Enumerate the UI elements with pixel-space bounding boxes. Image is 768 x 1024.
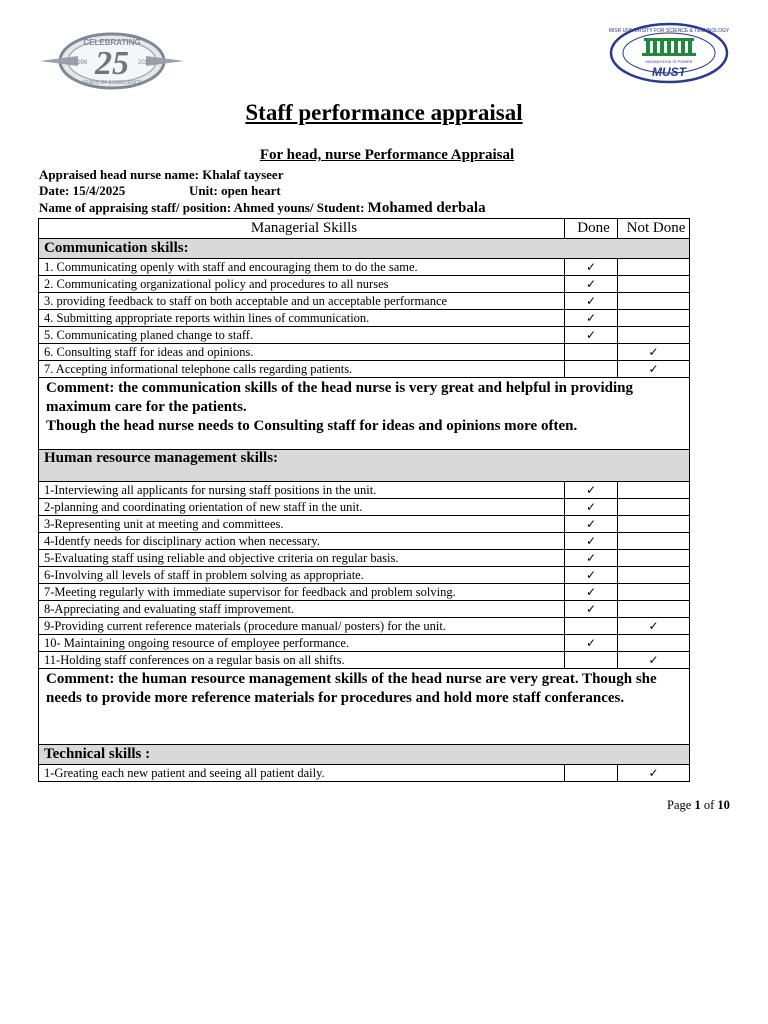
page-number: Page 1 of 10 (667, 798, 730, 812)
not-done-cell (618, 601, 690, 618)
done-check-mark: ✓ (565, 310, 618, 327)
not-done-check-mark: ✓ (618, 765, 690, 782)
skill-item-text: 3. providing feedback to staff on both acceptable and un acceptable performance (39, 293, 565, 310)
done-cell (565, 344, 618, 361)
appraiser-label: Name of appraising staff/ position: Ahmed youns/ Student: (39, 200, 365, 215)
unit-line: Unit: open heart (189, 183, 281, 198)
skill-item-text: 5-Evaluating staff using reliable and objective criteria on regular basis. (39, 550, 565, 567)
nurse-name-line: Appraised head nurse name: Khalaf tayseer (39, 167, 284, 182)
skill-item-text: 1-Greating each new patient and seeing all patient daily. (39, 765, 565, 782)
not-done-cell (618, 550, 690, 567)
not-done-cell (618, 635, 690, 652)
table-row (39, 482, 690, 499)
table-row (39, 344, 690, 361)
table-row (39, 293, 690, 310)
done-check-mark: ✓ (565, 584, 618, 601)
section-title: Communication skills: (39, 239, 690, 259)
not-done-cell (618, 310, 690, 327)
done-cell (565, 361, 618, 378)
done-check-mark: ✓ (565, 293, 618, 310)
table-row (39, 259, 690, 276)
section-title: Technical skills : (39, 745, 690, 765)
comment-text: Though the head nurse needs to Consulting staff for ideas and opinions more often. (46, 418, 578, 434)
table-row (39, 310, 690, 327)
not-done-check-mark: ✓ (618, 652, 690, 669)
svg-text:YEARS OF EXCELLENCE: YEARS OF EXCELLENCE (82, 80, 142, 86)
done-check-mark: ✓ (565, 550, 618, 567)
not-done-check-mark: ✓ (618, 618, 690, 635)
skill-item-text: 5. Communicating planed change to staff. (39, 327, 565, 344)
not-done-cell (618, 259, 690, 276)
table-row (39, 361, 690, 378)
not-done-cell (618, 499, 690, 516)
table-row (39, 584, 690, 601)
done-cell (565, 652, 618, 669)
not-done-cell (618, 293, 690, 310)
done-check-mark: ✓ (565, 635, 618, 652)
table-row (39, 327, 690, 344)
table-row (39, 276, 690, 293)
comment-text: Comment: the communication skills of the head nurse is very great and helpful in providing maximum care for the patients. (46, 380, 633, 415)
not-done-cell (618, 482, 690, 499)
done-check-mark: ✓ (565, 533, 618, 550)
table-row (39, 652, 690, 669)
table-row (39, 635, 690, 652)
done-check-mark: ✓ (565, 276, 618, 293)
comment-row (39, 669, 690, 745)
svg-text:25: 25 (95, 45, 129, 82)
table-row (39, 550, 690, 567)
skill-item-text: 7. Accepting informational telephone calls regarding patients. (39, 361, 565, 378)
not-done-check-mark: ✓ (618, 344, 690, 361)
done-check-mark: ✓ (565, 516, 618, 533)
skill-item-text: 1-Interviewing all applicants for nursing staff positions in the unit. (39, 482, 565, 499)
skill-item-text: 7-Meeting regularly with immediate supervisor for feedback and problem solving. (39, 584, 565, 601)
not-done-cell (618, 533, 690, 550)
skill-item-text: 10- Maintaining ongoing resource of employee performance. (39, 635, 565, 652)
not-done-cell (618, 584, 690, 601)
column-header-skills: Managerial Skills (39, 219, 565, 239)
svg-text:1996: 1996 (74, 60, 88, 66)
table-row (39, 618, 690, 635)
document-title: Staff performance appraisal (245, 100, 523, 125)
done-check-mark: ✓ (565, 259, 618, 276)
appraiser-line (39, 200, 486, 217)
skill-item-text: 8-Appreciating and evaluating staff improvement. (39, 601, 565, 618)
svg-text:KNOWLEDGE IS POWER: KNOWLEDGE IS POWER (645, 59, 693, 64)
skill-item-text: 1. Communicating openly with staff and encouraging them to do the same. (39, 259, 565, 276)
column-header-not-done: Not Done (618, 219, 690, 239)
table-row (39, 516, 690, 533)
done-check-mark: ✓ (565, 567, 618, 584)
section-header-row (39, 450, 690, 482)
comment-cell (39, 669, 690, 745)
appraisal-table-body (39, 239, 690, 782)
done-check-mark: ✓ (565, 482, 618, 499)
svg-text:CELEBRATING: CELEBRATING (83, 38, 141, 47)
not-done-check-mark: ✓ (618, 361, 690, 378)
done-cell (565, 765, 618, 782)
table-row (39, 567, 690, 584)
celebrating-25-years-logo (38, 28, 186, 92)
date-line: Date: 15/4/2025 (39, 183, 126, 198)
done-check-mark: ✓ (565, 499, 618, 516)
table-row (39, 533, 690, 550)
skill-item-text: 2-planning and coordinating orientation of new staff in the unit. (39, 499, 565, 516)
not-done-cell (618, 516, 690, 533)
comment-cell (39, 378, 690, 450)
done-check-mark: ✓ (565, 327, 618, 344)
table-row (39, 499, 690, 516)
skill-item-text: 3-Representing unit at meeting and committees. (39, 516, 565, 533)
column-header-done: Done (565, 219, 618, 239)
section-title: Human resource management skills: (39, 450, 690, 482)
skill-item-text: 4. Submitting appropriate reports within lines of communication. (39, 310, 565, 327)
table-row (39, 601, 690, 618)
table-header-row (39, 219, 690, 239)
table-row (39, 765, 690, 782)
not-done-cell (618, 327, 690, 344)
comment-row (39, 378, 690, 450)
svg-text:MUST: MUST (652, 65, 686, 79)
skill-item-text: 6-Involving all levels of staff in problem solving as appropriate. (39, 567, 565, 584)
appraisal-table (38, 218, 690, 782)
student-name: Mohamed derbala (367, 200, 486, 216)
svg-text:2021: 2021 (138, 60, 152, 66)
skill-item-text: 2. Communicating organizational policy and procedures to all nurses (39, 276, 565, 293)
comment-text: Comment: the human resource management skills of the head nurse are very great. Though she needs to provide more reference materials for procedures and hold more staff conferances. (46, 671, 657, 706)
not-done-cell (618, 567, 690, 584)
not-done-cell (618, 276, 690, 293)
document-subtitle: For head, nurse Performance Appraisal (259, 147, 515, 163)
skill-item-text: 6. Consulting staff for ideas and opinions. (39, 344, 565, 361)
must-university-logo (608, 22, 730, 84)
skill-item-text: 4-Identfy needs for disciplinary action when necessary. (39, 533, 565, 550)
done-cell (565, 618, 618, 635)
skill-item-text: 11-Holding staff conferences on a regular basis on all shifts. (39, 652, 565, 669)
done-check-mark: ✓ (565, 601, 618, 618)
section-header-row (39, 239, 690, 259)
section-header-row (39, 745, 690, 765)
svg-text:MISR UNIVERSITY FOR SCIENCE &: MISR UNIVERSITY FOR SCIENCE & TECHNOLOGY (608, 28, 730, 34)
skill-item-text: 9-Providing current reference materials (procedure manual/ posters) for the unit. (39, 618, 565, 635)
